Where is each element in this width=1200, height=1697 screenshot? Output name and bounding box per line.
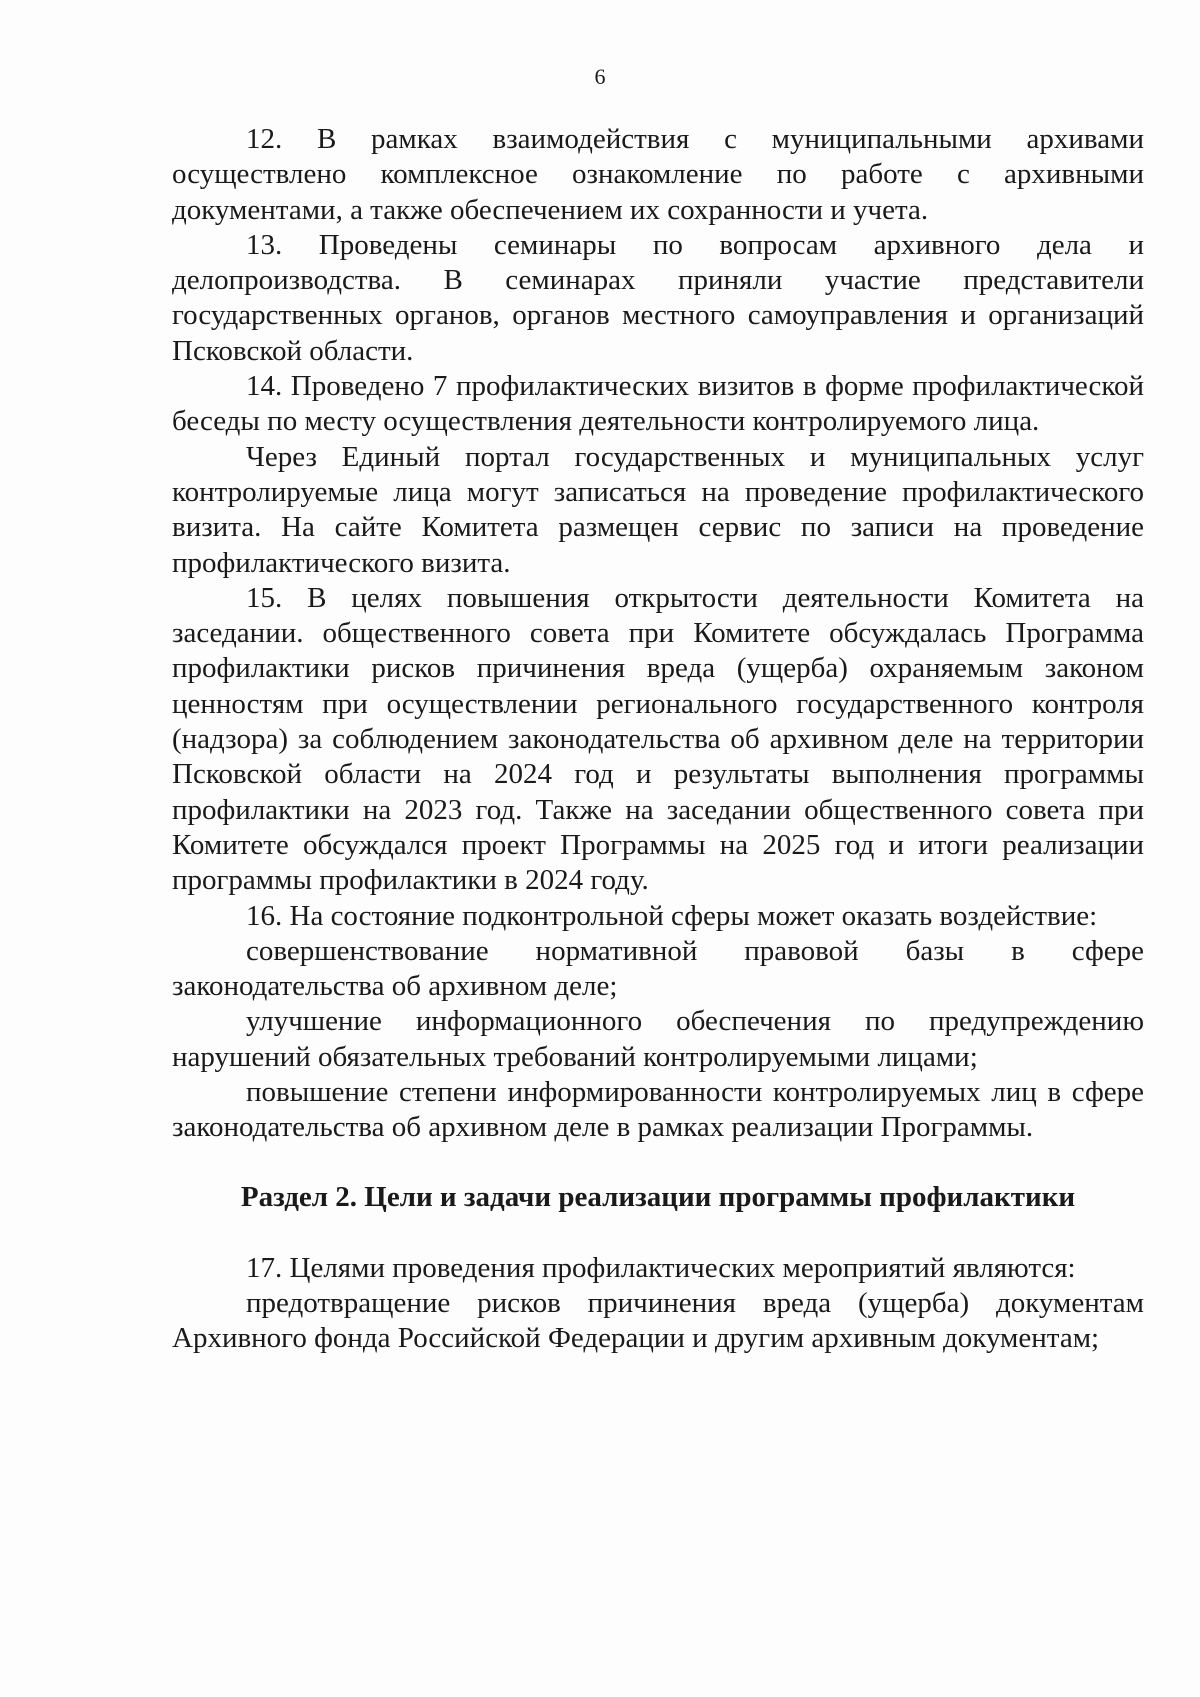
list-item-awareness: повышение степени информированности контролируемых лиц в сфере законодательства об архивном деле в рамках реализации Программы. (172, 1076, 1144, 1144)
paragraph-14: 14. Проведено 7 профилактических визитов в форме профилактической беседы по месту осуществления деятельности контролируемого лица. (172, 370, 1144, 438)
paragraph-12: 12. В рамках взаимодействия с муниципальными архивами осуществлено комплексное ознакомление по работе с архивными документами, а также обеспечением их сохранности и учета. (172, 123, 1144, 226)
paragraph-13: 13. Проведены семинары по вопросам архивного дела и делопроизводства. В семинарах приняли участие представители государственных органов, органов местного самоуправления и организаций Псковской области. (172, 228, 1144, 367)
document-body (172, 122, 1144, 1357)
list-item-risk-prevention: предотвращение рисков причинения вреда (ущерба) документам Архивного фонда Российской Федерации и другим архивным документам; (172, 1286, 1144, 1355)
paragraph-16: 16. На состояние подконтрольной сферы может оказать воздействие: (246, 899, 1098, 932)
paragraph-17: 17. Целями проведения профилактических мероприятий являются: (246, 1251, 1076, 1284)
section-2-heading: Раздел 2. Цели и задачи реализации программы профилактики (240, 1180, 1076, 1213)
list-item-normative-base: совершенствование нормативной правовой базы в сфере законодательства об архивном деле; (172, 934, 1144, 1003)
paragraph-portal-visit: Через Единый портал государственных и муниципальных услуг контролируемые лица могут записаться на проведение профилактического визита. На сайте Комитета размещен сервис по записи на проведение профилактического визита. (172, 440, 1144, 579)
page-number: 6 (594, 64, 606, 89)
paragraph-15: 15. В целях повышения открытости деятельности Комитета на заседании. общественного совета при Комитете обсуждалась Программа профилактики рисков причинения вреда (ущерба) охраняемым законом ценностям при осуществлении регионального государственного контроля (надзора) за соблюдением законодательства об архивном деле на территории Псковской области на 2024 год и результаты выполнения программы профилактики на 2023 год. Также на заседании общественного совета при Комитете обсуждался проект Программы на 2025 год и итоги реализации программы профилактики в 2024 году. (172, 581, 1144, 897)
list-item-information-support: улучшение информационного обеспечения по предупреждению нарушений обязательных требований контролируемыми лицами; (172, 1005, 1144, 1073)
